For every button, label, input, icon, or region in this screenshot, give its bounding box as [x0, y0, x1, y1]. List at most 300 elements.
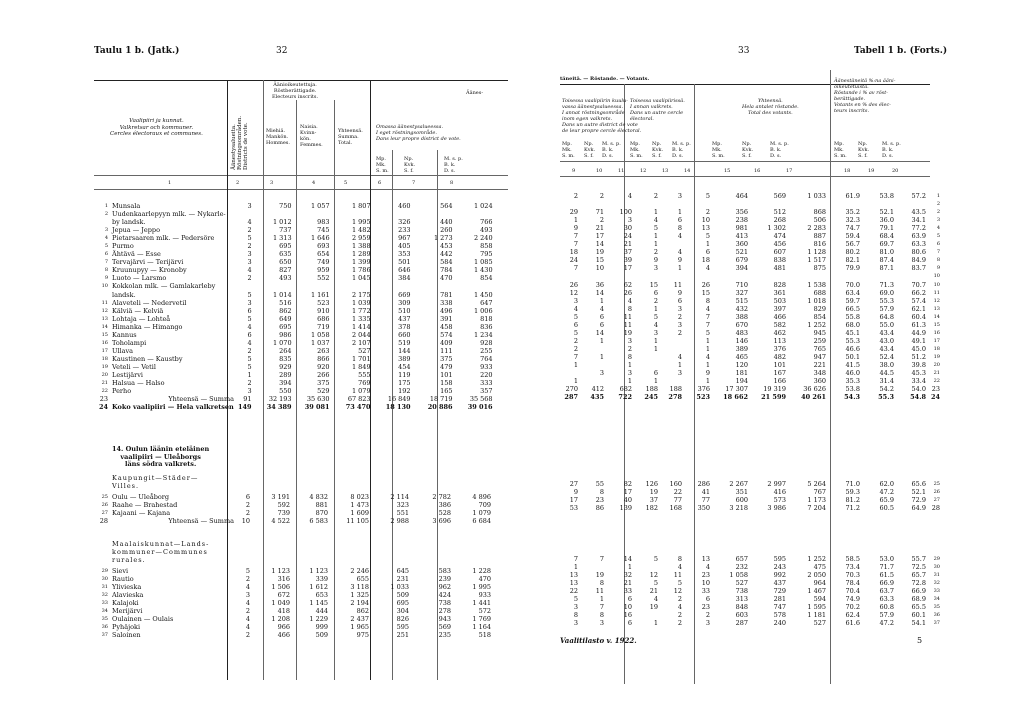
table-cell: 13 — [569, 579, 578, 588]
table-cell — [788, 272, 828, 280]
table-cell: 1 045 — [351, 274, 371, 283]
table-cell: 55.0 — [879, 320, 894, 329]
table-cell: 1 995 — [472, 583, 491, 592]
table-cell: 866 — [317, 354, 330, 363]
table-cell: 2 437 — [350, 615, 369, 624]
table-cell: 5 — [245, 567, 250, 575]
column-number: 16 — [754, 168, 761, 174]
table-cell: 55.8 — [845, 312, 860, 321]
table-cell: 738 — [735, 587, 748, 596]
table-cell: 1 — [573, 360, 578, 369]
table-cell: 65.7 — [911, 571, 926, 580]
table-cell: 1 234 — [473, 330, 493, 339]
table-cell: 327 — [735, 288, 748, 297]
table-cell: 160 — [669, 480, 682, 488]
table-cell — [896, 272, 928, 280]
table-cell: 986 — [279, 330, 292, 339]
table-row — [556, 224, 942, 232]
table-cell: 8 — [705, 296, 710, 305]
table-cell: 503 — [773, 296, 786, 305]
table-cell: 1 252 — [807, 555, 826, 563]
table-cell: 54.2 — [879, 385, 894, 394]
table-cell: 25 — [933, 481, 940, 487]
table-cell: 521 — [735, 248, 748, 257]
table-cell: 13 — [101, 315, 108, 322]
table-cell: 4 — [247, 322, 252, 331]
table-cell: 7 — [705, 312, 710, 321]
table-cell: 1 995 — [351, 218, 371, 227]
table-row — [556, 216, 942, 224]
table-cell: 3 — [573, 619, 578, 628]
table-cell: 1 701 — [351, 354, 371, 363]
table-cell — [580, 361, 606, 369]
table-cell: 1 123 — [309, 567, 328, 575]
column-number: 18 — [844, 168, 851, 174]
table-row — [94, 607, 493, 615]
table-cell: 81.2 — [845, 496, 860, 505]
table-cell: 1 538 — [807, 280, 826, 289]
table-cell: 35.2 — [845, 208, 860, 217]
table-cell: 2 — [627, 344, 632, 353]
table-cell: 5 — [653, 224, 658, 233]
table-cell: 858 — [480, 242, 493, 251]
table-cell: 2 988 — [390, 517, 409, 526]
table-cell: 313 — [735, 595, 748, 604]
table-cell: 11 — [623, 320, 632, 329]
table-cell: 19 — [649, 488, 658, 497]
table-row — [94, 339, 495, 347]
table-cell: 784 — [440, 266, 453, 275]
table-cell: Ullava — [112, 346, 134, 355]
column-number: 3 — [270, 180, 274, 186]
table-cell: 8 — [627, 352, 632, 361]
table-cell: 80.2 — [845, 248, 860, 257]
table-cell: 18 130 — [385, 403, 411, 412]
table-cell: 41.5 — [845, 360, 860, 369]
table-cell: 119 — [398, 370, 411, 379]
table-row — [94, 331, 495, 339]
table-cell: 10 — [101, 283, 108, 290]
table-cell: 444 — [315, 607, 328, 616]
table-cell: 1 006 — [473, 306, 493, 315]
table-cell: 74.9 — [845, 595, 860, 604]
table-cell — [634, 563, 660, 571]
table-cell: Lestijärvi — [112, 370, 143, 379]
table-cell: 16 — [933, 329, 940, 336]
table-cell: 2 — [245, 607, 250, 616]
table-cell: 8 — [599, 488, 604, 497]
table-cell: 43.0 — [879, 336, 894, 345]
table-cell: 350 — [697, 504, 710, 513]
table-cell: 1 506 — [271, 583, 290, 592]
right-main-table — [556, 192, 942, 401]
table-cell: 5 — [936, 233, 940, 240]
table-cell: 4 — [677, 603, 682, 612]
table-cell: 30 — [623, 224, 632, 233]
table-cell: 15 — [701, 288, 710, 297]
column-number: 12 — [640, 168, 647, 174]
table-cell: 27 — [101, 510, 108, 517]
table-cell: 829 — [813, 304, 826, 313]
table-cell: 34 — [101, 608, 108, 615]
table-cell: 483 — [735, 328, 748, 337]
table-cell: 15 — [595, 256, 604, 265]
table-cell: 4 — [677, 352, 682, 361]
table-cell: 569 — [438, 623, 451, 632]
table-cell: 669 — [398, 290, 411, 299]
table-cell: 34 389 — [266, 403, 292, 412]
table-cell: 2 283 — [807, 224, 826, 233]
table-cell: 435 — [590, 393, 604, 402]
table-cell: 30 — [933, 564, 940, 571]
table-cell: 600 — [735, 496, 748, 505]
sub-column-head: Mp. Mk. S. m. — [562, 141, 575, 159]
table-cell: 2 — [247, 379, 252, 388]
table-cell: 767 — [813, 488, 826, 497]
table-cell — [750, 272, 788, 280]
table-cell: 32 — [933, 580, 940, 587]
table-cell: 239 — [438, 575, 451, 584]
table-cell: 4 — [705, 563, 710, 572]
table-cell: 7 — [573, 264, 578, 273]
table-cell: 18 — [701, 256, 710, 265]
table-cell: 527 — [813, 619, 826, 628]
table-cell: 21 — [101, 380, 108, 387]
table-cell: 418 — [277, 607, 290, 616]
column-number: 13 — [662, 168, 669, 174]
table-cell: 194 — [735, 377, 748, 386]
table-cell: Koko vaalipiiri — Hela valkretsen — [112, 403, 234, 412]
table-cell: 1 313 — [272, 234, 292, 243]
table-cell: 391 — [440, 314, 453, 323]
table-cell: 10 — [933, 273, 940, 280]
table-cell: 1 208 — [271, 615, 290, 624]
table-cell: 962 — [438, 583, 451, 592]
table-cell — [580, 563, 606, 571]
table-cell: 453 — [440, 242, 453, 251]
table-cell: 1 769 — [472, 615, 491, 624]
table-cell: 854 — [480, 274, 493, 283]
table-cell: 738 — [438, 599, 451, 608]
table-cell: 55.3 — [845, 336, 860, 345]
table-cell: 126 — [645, 480, 658, 488]
table-cell: 188 — [645, 385, 658, 394]
table-cell: 278 — [438, 607, 451, 616]
table-cell: 2 — [653, 192, 658, 200]
table-cell: 4 896 — [472, 493, 491, 501]
table-cell: 854 — [813, 312, 826, 321]
table-cell: 168 — [669, 504, 682, 513]
table-cell: 523 — [317, 298, 330, 307]
table-cell — [373, 210, 413, 218]
left-page-number: 32 — [276, 46, 288, 56]
table-cell: Kaustinen — Kaustby — [112, 354, 183, 363]
table-cell: by landsk. — [112, 218, 146, 227]
table-cell: 60.8 — [879, 603, 894, 612]
table-cell — [634, 353, 660, 361]
table-cell: 29 — [933, 556, 940, 562]
table-cell: 1 145 — [309, 599, 328, 608]
table-cell: 68.0 — [845, 320, 860, 329]
table-cell: 11 — [933, 289, 940, 296]
table-cell: 6 — [599, 312, 604, 321]
table-cell: 3 118 — [350, 583, 369, 592]
table-cell: 646 — [398, 266, 411, 275]
table-cell: 887 — [813, 232, 826, 241]
table-cell: 578 — [773, 611, 786, 620]
table-cell: 1 — [705, 240, 710, 249]
table-cell: 389 — [398, 354, 411, 363]
table-cell: 5 — [653, 555, 658, 563]
table-cell: 63.9 — [911, 232, 926, 241]
table-cell: 5 — [677, 579, 682, 588]
table-row — [556, 619, 942, 627]
table-cell: 1 — [705, 377, 710, 386]
table-cell: 749 — [317, 258, 330, 267]
table-cell: 2 — [245, 509, 250, 518]
table-cell: 493 — [480, 226, 493, 235]
left-page-header: Taulu 1 b. (Jatk.) — [94, 46, 180, 56]
table-cell: 278 — [668, 393, 682, 402]
table-cell: Oulainen — Oulais — [112, 615, 174, 624]
table-cell: Purmo — [112, 242, 134, 251]
table-cell — [413, 210, 455, 218]
table-cell: 23 — [595, 496, 604, 505]
table-row — [556, 281, 942, 289]
table-cell: 868 — [813, 208, 826, 217]
table-cell: 416 — [773, 488, 786, 497]
table-cell: 60.1 — [911, 611, 926, 620]
table-cell: 4 522 — [271, 517, 290, 526]
table-cell: 14 — [595, 328, 604, 337]
table-cell: 5 264 — [807, 480, 826, 488]
table-cell: 63.4 — [845, 288, 860, 297]
table-cell: 17 — [101, 347, 108, 354]
table-cell: 182 — [645, 504, 658, 513]
table-cell: 1 807 — [351, 202, 371, 210]
table-row — [556, 496, 942, 504]
table-cell: 4 — [247, 218, 252, 227]
table-cell: 672 — [277, 591, 290, 600]
table-cell — [712, 272, 750, 280]
table-cell: 375 — [440, 354, 453, 363]
right-number-rule — [560, 176, 930, 177]
table-cell: 462 — [773, 328, 786, 337]
table-cell: 24 — [930, 393, 940, 402]
table-cell: 838 — [773, 256, 786, 265]
table-cell: 11 105 — [346, 517, 369, 526]
table-cell: 33 — [101, 600, 108, 607]
table-cell: 82 — [623, 480, 632, 488]
table-cell: 584 — [440, 258, 453, 267]
table-cell — [788, 200, 828, 208]
table-cell: 24 — [569, 256, 578, 265]
table-cell: 509 — [315, 631, 328, 640]
table-cell: 1 473 — [350, 501, 369, 510]
table-cell: 79.1 — [879, 224, 894, 233]
table-cell: 1 450 — [473, 290, 493, 299]
table-cell: 62 — [623, 280, 632, 289]
table-cell: 881 — [315, 501, 328, 510]
column-number: 8 — [450, 180, 454, 186]
table-cell: 12 — [649, 571, 658, 580]
table-cell: Ähtävä — Esse — [112, 250, 161, 259]
table-cell: 144 — [398, 346, 411, 355]
table-cell: 46.6 — [845, 344, 860, 353]
table-cell: 1 388 — [351, 242, 371, 251]
table-cell: 475 — [813, 563, 826, 572]
table-cell: 59.7 — [845, 296, 860, 305]
table-cell: 928 — [480, 338, 493, 347]
table-row — [94, 202, 495, 210]
table-cell: 1 325 — [350, 591, 369, 600]
table-cell: 4 — [245, 615, 250, 624]
table-cell: 16 849 — [387, 395, 411, 404]
table-cell: 1 — [705, 336, 710, 345]
table-cell: 442 — [440, 250, 453, 259]
table-cell: 16 — [101, 339, 108, 346]
table-row — [556, 289, 942, 297]
summary-row — [94, 517, 493, 525]
table-cell — [254, 282, 294, 290]
table-cell: 2 114 — [390, 493, 409, 501]
table-cell: 862 — [279, 306, 292, 315]
table-cell: 975 — [356, 631, 369, 640]
table-cell: 15 — [933, 321, 940, 328]
table-cell: 5 — [247, 362, 252, 371]
table-cell: 245 — [644, 393, 658, 402]
table-cell: 304 — [396, 607, 409, 616]
table-cell: 1 085 — [473, 258, 493, 267]
table-cell: 8 — [677, 224, 682, 233]
table-cell: 83.7 — [911, 264, 926, 273]
table-cell: 1 — [627, 377, 632, 386]
table-cell: 79.9 — [845, 264, 860, 273]
table-cell: 36 — [595, 280, 604, 289]
table-cell: Kannus — [112, 330, 137, 339]
left-main-table — [94, 202, 495, 411]
table-cell: Merijärvi — [112, 607, 143, 616]
table-cell: 3 — [936, 217, 940, 224]
table-cell — [712, 200, 750, 208]
table-row — [94, 291, 495, 299]
table-cell: 2 267 — [729, 480, 748, 488]
table-cell: 493 — [279, 274, 292, 283]
table-cell: 356 — [735, 208, 748, 217]
table-cell: 44.9 — [911, 328, 926, 337]
table-cell: 2 — [936, 209, 940, 216]
table-cell: 4 — [677, 563, 682, 572]
table-cell: Veteli — Vetil — [112, 362, 156, 371]
table-cell: 695 — [279, 242, 292, 251]
table-cell: 23 — [99, 395, 108, 404]
table-cell: Jepua — Jeppo — [112, 226, 160, 235]
table-cell: 695 — [279, 322, 292, 331]
table-cell: 13 — [701, 224, 710, 233]
table-cell: Lohtaja — Lohteå — [112, 314, 171, 323]
table-cell: 943 — [438, 615, 451, 624]
table-cell: 20 — [101, 371, 108, 378]
table-cell: 458 — [440, 322, 453, 331]
table-cell: 77.2 — [911, 224, 926, 233]
table-cell: 2 — [247, 242, 252, 251]
table-cell: 21 — [595, 224, 604, 233]
table-cell: 72.8 — [911, 579, 926, 588]
table-cell: 28 — [931, 504, 940, 513]
table-cell: 595 — [396, 623, 409, 632]
table-cell: 992 — [773, 571, 786, 580]
table-cell: 2 959 — [351, 234, 371, 243]
table-cell: 25 — [101, 494, 108, 500]
table-cell — [828, 200, 862, 208]
table-cell: 54.8 — [910, 393, 926, 402]
table-cell: 983 — [317, 218, 330, 227]
table-cell: 9 — [705, 369, 710, 378]
table-cell: 6 — [627, 619, 632, 628]
table-cell: 1 399 — [351, 258, 371, 267]
table-cell: 1 033 — [390, 583, 409, 592]
table-cell: 18 719 — [429, 395, 453, 404]
column-number: 20 — [892, 168, 899, 174]
table-row — [94, 509, 493, 517]
table-cell: 501 — [398, 258, 411, 267]
table-cell: 1 965 — [350, 623, 369, 632]
table-cell: 13 — [569, 571, 578, 580]
table-cell: 3 — [677, 369, 682, 378]
table-cell: 45.1 — [845, 328, 860, 337]
sub-column-head: M. s. p. B. k. D. s. — [770, 141, 789, 159]
table-cell: 464 — [735, 192, 748, 200]
table-cell: Pietarsaaren mlk. — Pedersöre — [112, 234, 215, 243]
table-cell: 62.4 — [845, 611, 860, 620]
table-row — [94, 623, 493, 631]
table-cell: 397 — [773, 304, 786, 313]
table-row — [556, 488, 942, 496]
table-cell: 22 — [933, 378, 940, 385]
table-cell: 19 — [933, 353, 940, 360]
table-cell: 2 — [677, 611, 682, 620]
table-cell: 6 — [247, 306, 252, 315]
table-cell: Alaveteli — Nedervetil — [112, 298, 187, 307]
table-cell: 4 — [677, 248, 682, 257]
table-cell: landsk. — [112, 290, 136, 299]
table-cell: 551 — [396, 509, 409, 518]
table-cell: 19 — [623, 328, 632, 337]
right-rural-table — [556, 555, 942, 627]
table-cell: 6 — [627, 595, 632, 604]
table-cell: 6 684 — [472, 517, 491, 526]
table-cell: 1 — [573, 563, 578, 572]
table-cell: 243 — [773, 563, 786, 572]
table-cell: 2 — [245, 575, 250, 584]
table-cell: 10 — [701, 216, 710, 225]
table-cell: 1 414 — [351, 322, 371, 331]
column-number: 4 — [312, 180, 316, 186]
table-cell: Saloinen — [112, 631, 141, 640]
table-cell — [684, 200, 712, 208]
table-cell — [580, 272, 606, 280]
left-rural-table — [94, 567, 493, 639]
sub-column-head: M. s. p. B. k. D. s. — [672, 141, 691, 159]
table-cell: 945 — [813, 328, 826, 337]
table-cell: 981 — [735, 224, 748, 233]
table-cell: 60.4 — [911, 312, 926, 321]
table-cell: 33 — [701, 587, 710, 596]
table-cell: 80.6 — [911, 248, 926, 257]
table-cell: 2 107 — [351, 338, 371, 347]
table-cell: 739 — [277, 509, 290, 518]
table-cell: 181 — [735, 369, 748, 378]
